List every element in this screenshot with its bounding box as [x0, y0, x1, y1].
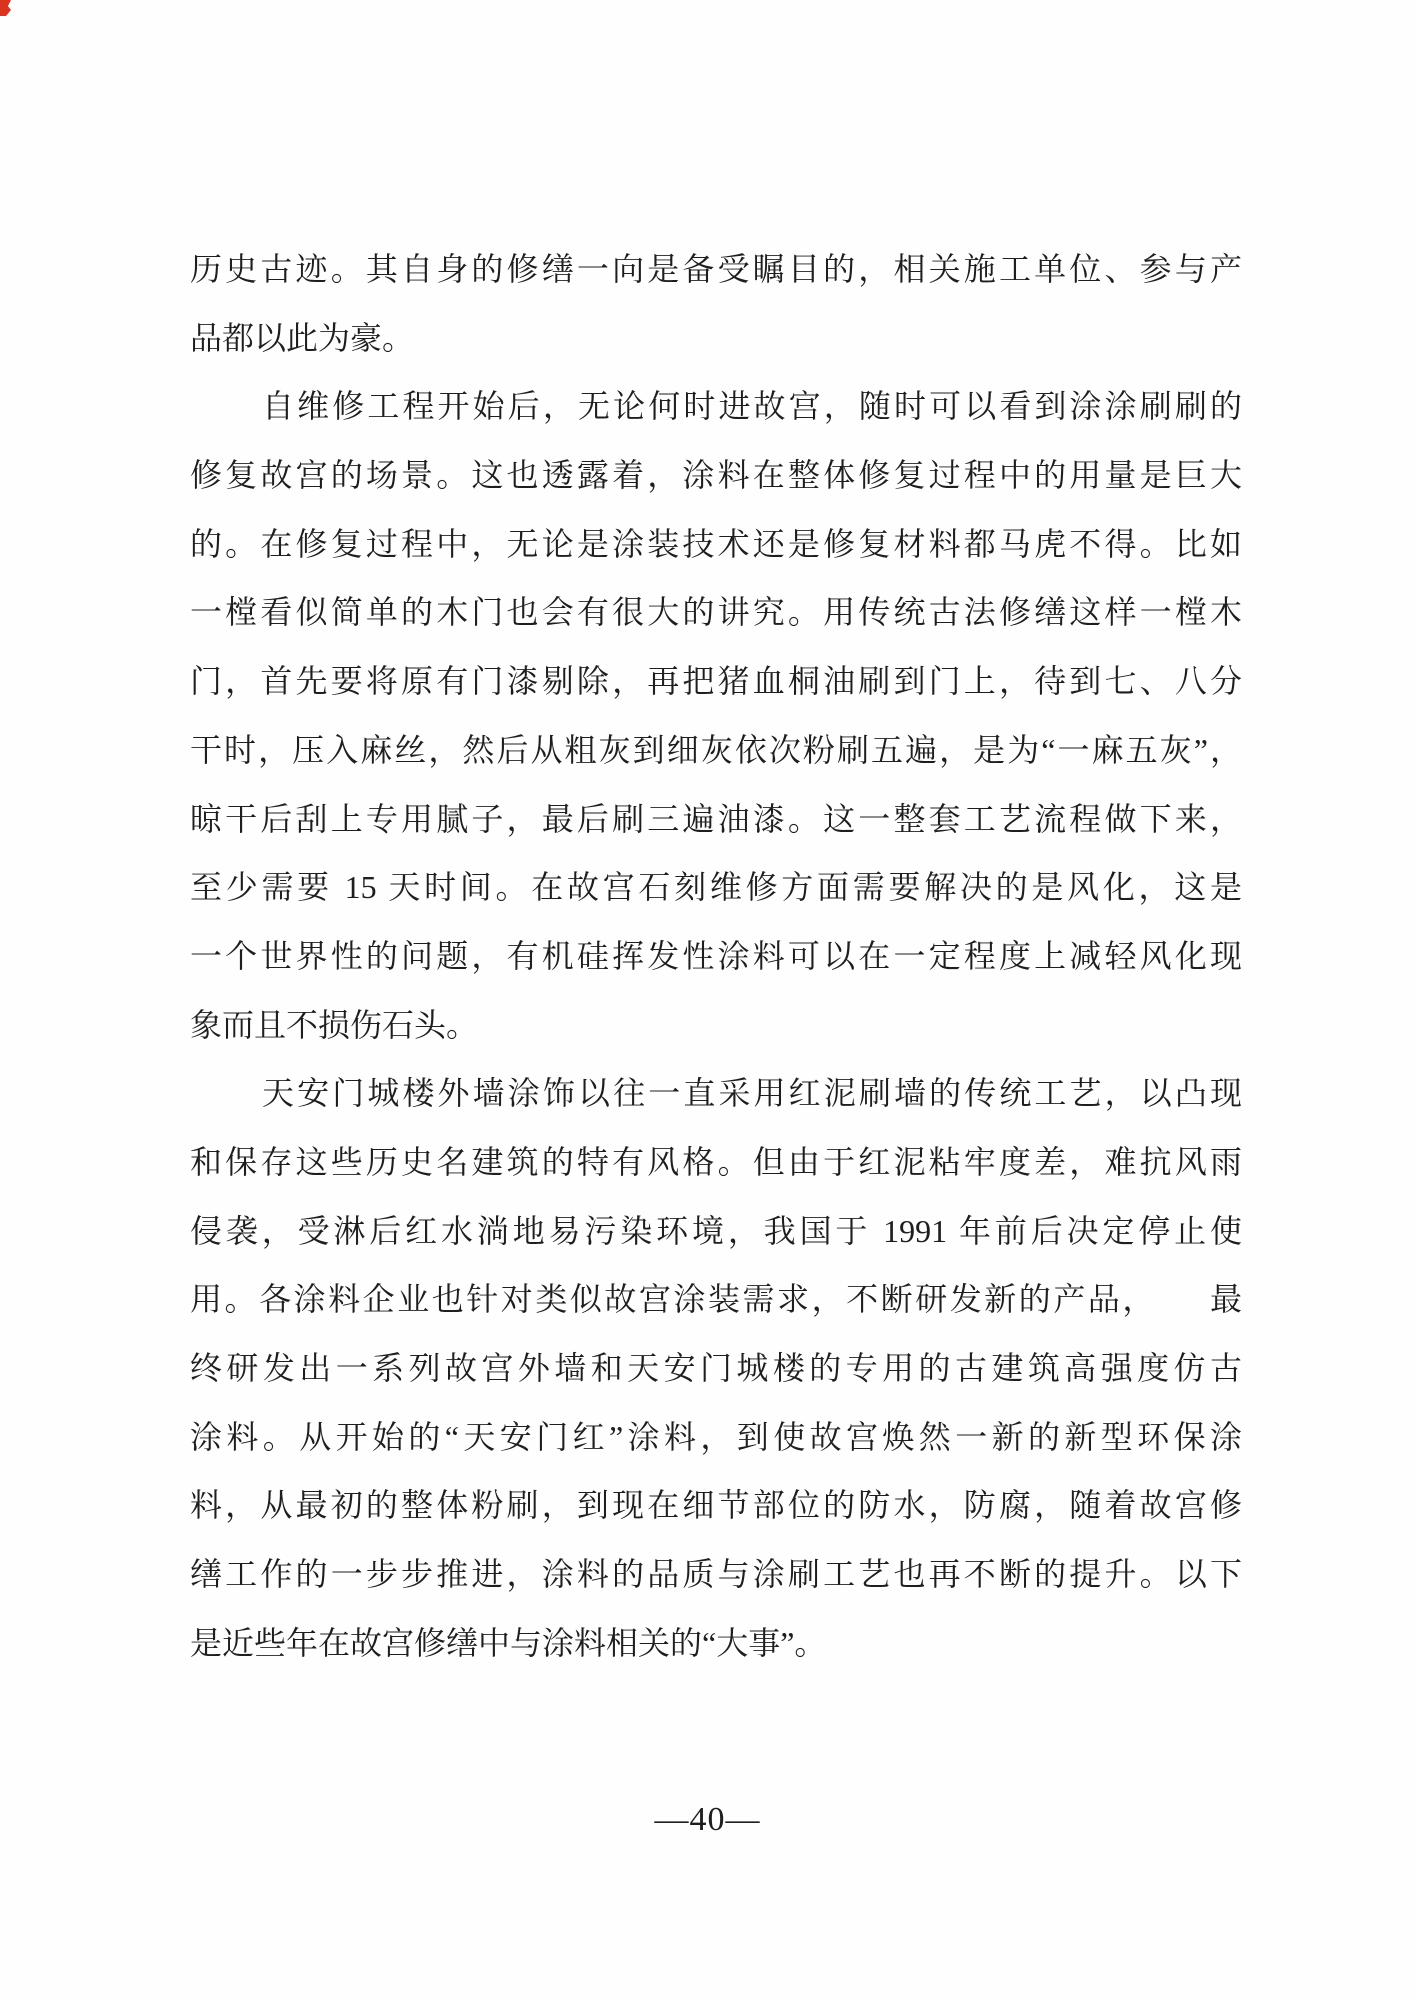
- text-line: 一樘看似简单的木门也会有很大的讲究。用传统古法修缮这样一樘木: [190, 594, 1242, 631]
- text-line: 干时，压入麻丝，然后从粗灰到细灰依次粉刷五遍，是为“一麻五灰”，: [190, 731, 1242, 768]
- body-text: [190, 235, 1242, 1677]
- text-line: 至少需要 15 天时间。在故宫石刻维修方面需要解决的是风化，这是: [190, 869, 1242, 906]
- text-line: 天安门城楼外墙涂饰以往一直采用红泥刷墙的传统工艺，以凸现: [262, 1075, 1242, 1112]
- text-line: 缮工作的一步步推进，涂料的品质与涂刷工艺也再不断的提升。以下: [190, 1556, 1242, 1593]
- text-line: 品都以此为豪。: [190, 319, 415, 356]
- text-line: 和保存这些历史名建筑的特有风格。但由于红泥粘牢度差，难抗风雨: [190, 1143, 1242, 1180]
- text-line: 涂料。从开始的“天安门红”涂料，到使故宫焕然一新的新型环保涂: [190, 1418, 1242, 1455]
- page-number: —40—: [654, 1801, 761, 1838]
- text-line: 侵袭，受淋后红水淌地易污染环境，我国于 1991 年前后决定停止使: [190, 1212, 1242, 1249]
- text-line: 修复故宫的场景。这也透露着，涂料在整体修复过程中的用量是巨大: [190, 457, 1242, 494]
- text-line: 的。在修复过程中，无论是涂装技术还是修复材料都马虎不得。比如: [190, 525, 1242, 562]
- text-line: 用。各涂料企业也针对类似故宫涂装需求，不断研发新的产品， 最: [190, 1281, 1242, 1318]
- text-line: 终研发出一系列故宫外墙和天安门城楼的专用的古建筑高强度仿古: [190, 1350, 1242, 1386]
- text-line: 一个世界性的问题，有机硅挥发性涂料可以在一定程度上减轻风化现: [190, 937, 1242, 974]
- red-scan-artifact: [0, 0, 11, 16]
- text-line: 自维修工程开始后，无论何时进故宫，随时可以看到涂涂刷刷的: [262, 388, 1242, 425]
- text-line: 料，从最初的整体粉刷，到现在细节部位的防水，防腐，随着故宫修: [190, 1487, 1242, 1524]
- text-line: 历史古迹。其自身的修缮一向是备受瞩目的，相关施工单位、参与产: [190, 251, 1242, 287]
- text-line: 象而且不损伤石头。: [190, 1006, 479, 1043]
- text-line: 是近些年在故宫修缮中与涂料相关的“大事”。: [190, 1624, 827, 1661]
- text-line: 晾干后刮上专用腻子，最后刷三遍油漆。这一整套工艺流程做下来，: [190, 800, 1242, 837]
- text-line: 门，首先要将原有门漆剔除，再把猪血桐油刷到门上，待到七、八分: [190, 663, 1242, 700]
